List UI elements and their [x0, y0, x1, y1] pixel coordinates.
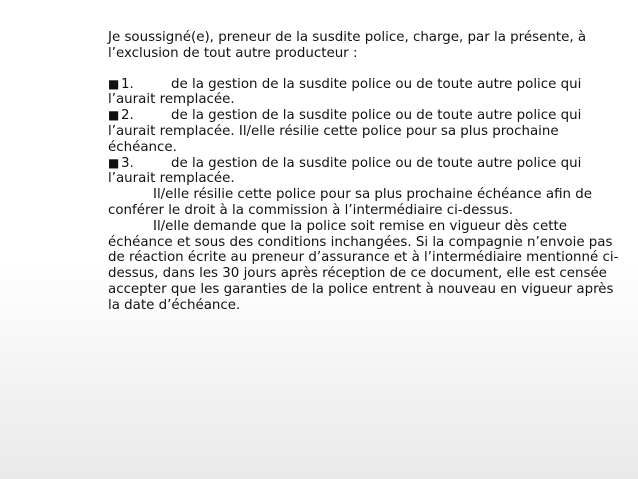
paragraph-resiliation: Il/elle résilie cette police pour sa plus prochaine échéance afin de conférer le droit à la commission à l’intermédiaire ci-dessus.: [108, 187, 593, 218]
square-bullet-icon: ■: [108, 76, 120, 91]
intro-text: Je soussigné(e), preneur de la susdite police, charge, par la présente, à l’exclusion de tout autre producteur :: [108, 30, 587, 61]
item-number: 1.: [121, 76, 134, 92]
paragraph-remise-en-vigueur: Il/elle demande que la police soit remise en vigueur dès cette échéance et sous des conditions inchangées. Si la compagnie n’envoie pas de réaction écrite au preneur d’assurance et à l’intermédiaire mentionné ci-dessus, dans les 30 jours après réception de ce document, elle est censée accepter que les garanties de la police entrent à nouveau en vigueur après la date d’échéance.: [108, 218, 619, 313]
square-bullet-icon: ■: [108, 155, 120, 170]
list-item-3: [108, 156, 620, 188]
item-text: de la gestion de la susdite police ou de toute autre police qui l’aurait remplacée. Il/elle résilie cette police pour sa plus prochaine échéance.: [108, 108, 582, 155]
list-item-2: [108, 108, 620, 155]
list-item-1: [108, 77, 620, 109]
item-text: de la gestion de la susdite police ou de toute autre police qui l’aurait remplacée.: [108, 155, 582, 187]
slide-body: [108, 30, 620, 314]
item-number: 2.: [121, 108, 134, 124]
square-bullet-icon: ■: [108, 108, 120, 123]
item-number: 3.: [121, 155, 134, 171]
item-text: de la gestion de la susdite police ou de toute autre police qui l’aurait remplacée.: [108, 76, 582, 108]
